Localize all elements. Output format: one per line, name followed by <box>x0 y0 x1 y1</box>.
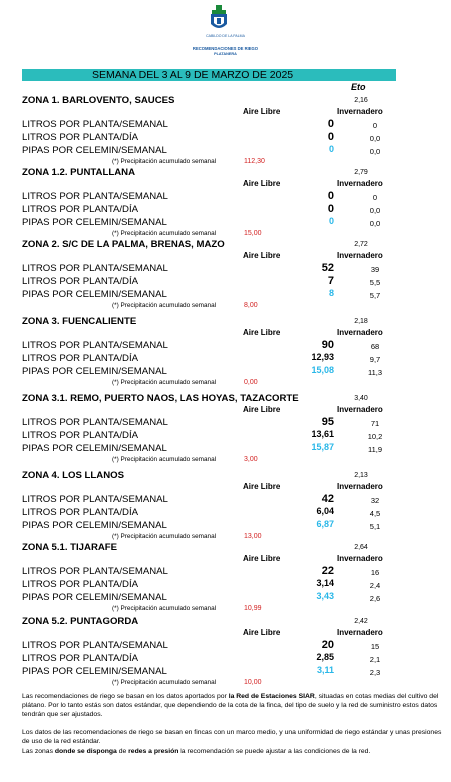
invernadero-value: 32 <box>370 496 380 505</box>
row-label: PIPAS POR CELEMIN/SEMANAL <box>22 366 167 377</box>
invernadero-value: 39 <box>370 265 380 274</box>
footer-text: Las recomendaciones de riego se basan en los datos aportados por <box>22 693 229 700</box>
column-header-invernadero: Invernadero <box>337 482 383 491</box>
aire-libre-value: 0 <box>327 118 334 130</box>
invernadero-value: 15 <box>370 642 380 651</box>
footer-emphasis: redes a presión <box>128 748 179 755</box>
column-header-invernadero: Invernadero <box>337 179 383 188</box>
cabildo-logo-icon <box>207 4 231 34</box>
invernadero-value: 0,0 <box>369 219 381 228</box>
footer-note-1 <box>22 692 442 719</box>
column-header-aire-libre: Aire Libre <box>243 405 281 414</box>
invernadero-value: 0,0 <box>369 206 381 215</box>
invernadero-value: 10,2 <box>367 432 383 441</box>
precipitation-value: 10,99 <box>244 605 262 612</box>
row-label: LITROS POR PLANTA/DÍA <box>22 204 139 215</box>
aire-libre-value: 0 <box>327 190 334 202</box>
precipitation-value: 3,00 <box>244 456 258 463</box>
invernadero-value: 5,7 <box>369 291 381 300</box>
zone-name: ZONA 2. S/C DE LA PALMA, BRENAS, MAZO <box>22 239 225 250</box>
footer-text: , situadas en cotas medias del cultivo del plátano. Por lo tanto estás son datos estándar, que dependiendo de la cota de la finca, del tipo de suelo y la red de suministro estos datos tendrán que ser ajustados. <box>22 693 439 718</box>
invernadero-value: 2,1 <box>369 655 381 664</box>
footer-text: la recomendación se puede ajustar a las condiciones de la red. <box>178 748 371 755</box>
row-label: LITROS POR PLANTA/SEMANAL <box>22 263 168 274</box>
aire-libre-value: 3,14 <box>316 578 334 588</box>
column-header-aire-libre: Aire Libre <box>243 554 281 563</box>
precipitation-value: 0,00 <box>244 379 258 386</box>
invernadero-value: 11,9 <box>367 445 383 454</box>
precipitation-label: (*) Precipitación acumulado semanal <box>112 230 217 237</box>
row-label: PIPAS POR CELEMIN/SEMANAL <box>22 443 167 454</box>
row-label: LITROS POR PLANTA/SEMANAL <box>22 119 168 130</box>
org-name: CABILDO DE LA PALMA <box>206 34 245 38</box>
precipitation-label: (*) Precipitación acumulado semanal <box>112 302 217 309</box>
aire-libre-value: 15,08 <box>311 365 334 375</box>
row-label: PIPAS POR CELEMIN/SEMANAL <box>22 520 167 531</box>
column-header-aire-libre: Aire Libre <box>243 628 281 637</box>
footer-text: Los datos de las recomendaciones de riego se basan en fincas con un marco medio, y una uniformidad de riego estándar y unas presiones de uso de la red estándar. <box>22 729 442 745</box>
row-label: LITROS POR PLANTA/SEMANAL <box>22 494 168 505</box>
zone-name: ZONA 5.1. TIJARAFE <box>22 542 118 553</box>
row-label: LITROS POR PLANTA/DÍA <box>22 507 139 518</box>
row-label: PIPAS POR CELEMIN/SEMANAL <box>22 217 167 228</box>
column-header-aire-libre: Aire Libre <box>243 482 281 491</box>
invernadero-value: 4,5 <box>369 509 381 518</box>
aire-libre-value: 12,93 <box>311 352 334 362</box>
aire-libre-value: 6,04 <box>316 506 334 516</box>
document-header <box>0 0 451 66</box>
zone-name: ZONA 5.2. PUNTAGORDA <box>22 616 139 627</box>
invernadero-value: 9,7 <box>369 355 381 364</box>
row-label: LITROS POR PLANTA/SEMANAL <box>22 417 168 428</box>
invernadero-value: 16 <box>370 568 380 577</box>
invernadero-value: 0 <box>372 121 378 130</box>
document-title: RECOMENDACIONES DE RIEGO <box>192 46 259 51</box>
aire-libre-value: 95 <box>321 416 334 428</box>
document-subtitle: PLATANERA <box>214 52 237 56</box>
footer-note-3 <box>22 747 442 756</box>
column-header-aire-libre: Aire Libre <box>243 251 281 260</box>
row-label: PIPAS POR CELEMIN/SEMANAL <box>22 289 167 300</box>
row-label: PIPAS POR CELEMIN/SEMANAL <box>22 666 167 677</box>
precipitation-label: (*) Precipitación acumulado semanal <box>112 533 217 540</box>
invernadero-value: 0,0 <box>369 147 381 156</box>
invernadero-value: 68 <box>370 342 380 351</box>
zone-eto: 3,40 <box>354 395 368 402</box>
aire-libre-value: 2,85 <box>316 652 334 662</box>
column-header-invernadero: Invernadero <box>337 107 383 116</box>
aire-libre-value: 90 <box>321 339 334 351</box>
zone-name: ZONA 1.2. PUNTALLANA <box>22 167 135 178</box>
invernadero-value: 0,0 <box>369 134 381 143</box>
aire-libre-value: 42 <box>321 493 334 505</box>
footer-note-2 <box>22 728 442 746</box>
footer-emphasis: donde se disponga <box>54 748 117 755</box>
zone-eto: 2,18 <box>354 318 368 325</box>
week-banner <box>22 69 396 81</box>
zone-eto: 2,42 <box>354 618 368 625</box>
row-label: LITROS POR PLANTA/SEMANAL <box>22 340 168 351</box>
aire-libre-value: 52 <box>321 262 334 274</box>
invernadero-value: 2,6 <box>369 594 381 603</box>
zone-eto: 2,72 <box>354 241 368 248</box>
precipitation-value: 13,00 <box>244 533 262 540</box>
zone-eto: 2,13 <box>354 472 368 479</box>
row-label: LITROS POR PLANTA/DÍA <box>22 276 139 287</box>
zone-name: ZONA 3.1. REMO, PUERTO NAOS, LAS HOYAS, TAZACORTE <box>22 393 299 404</box>
invernadero-value: 0 <box>372 193 378 202</box>
footer-emphasis: la Red de Estaciones SIAR <box>228 693 315 700</box>
eto-header: Eto <box>351 82 366 92</box>
invernadero-value: 11,3 <box>367 368 383 377</box>
aire-libre-value: 0 <box>327 203 334 215</box>
column-header-invernadero: Invernadero <box>337 628 383 637</box>
row-label: LITROS POR PLANTA/DÍA <box>22 430 139 441</box>
column-header-aire-libre: Aire Libre <box>243 179 281 188</box>
row-label: LITROS POR PLANTA/SEMANAL <box>22 640 168 651</box>
row-label: PIPAS POR CELEMIN/SEMANAL <box>22 145 167 156</box>
invernadero-value: 2,3 <box>369 668 381 677</box>
row-label: LITROS POR PLANTA/DÍA <box>22 579 139 590</box>
zone-name: ZONA 3. FUENCALIENTE <box>22 316 137 327</box>
precipitation-value: 8,00 <box>244 302 258 309</box>
aire-libre-value: 22 <box>321 565 334 577</box>
zone-name: ZONA 1. BARLOVENTO, SAUCES <box>22 95 175 106</box>
invernadero-value: 5,5 <box>369 278 381 287</box>
aire-libre-value: 20 <box>321 639 334 651</box>
zone-eto: 2,64 <box>354 544 368 551</box>
column-header-aire-libre: Aire Libre <box>243 328 281 337</box>
row-label: LITROS POR PLANTA/DÍA <box>22 653 139 664</box>
precipitation-label: (*) Precipitación acumulado semanal <box>112 605 217 612</box>
row-label: PIPAS POR CELEMIN/SEMANAL <box>22 592 167 603</box>
precipitation-label: (*) Precipitación acumulado semanal <box>112 379 217 386</box>
row-label: LITROS POR PLANTA/SEMANAL <box>22 566 168 577</box>
aire-libre-value: 0 <box>328 144 334 154</box>
aire-libre-value: 15,87 <box>311 442 334 452</box>
row-label: LITROS POR PLANTA/SEMANAL <box>22 191 168 202</box>
column-header-invernadero: Invernadero <box>337 328 383 337</box>
week-label: SEMANA DEL 3 AL 9 DE MARZO DE 2025 <box>92 69 294 81</box>
precipitation-label: (*) Precipitación acumulado semanal <box>112 158 217 165</box>
precipitation-value: 15,00 <box>244 230 262 237</box>
precipitation-label: (*) Precipitación acumulado semanal <box>112 679 217 686</box>
footer-text: de <box>116 748 129 755</box>
invernadero-value: 5,1 <box>369 522 381 531</box>
precipitation-label: (*) Precipitación acumulado semanal <box>112 456 217 463</box>
aire-libre-value: 0 <box>327 131 334 143</box>
aire-libre-value: 3,11 <box>316 665 334 675</box>
row-label: LITROS POR PLANTA/DÍA <box>22 132 139 143</box>
aire-libre-value: 13,61 <box>311 429 334 439</box>
aire-libre-value: 6,87 <box>316 519 334 529</box>
footer-text: Las zonas <box>22 748 55 755</box>
column-header-invernadero: Invernadero <box>337 251 383 260</box>
zone-eto: 2,79 <box>354 169 368 176</box>
zone-name: ZONA 4. LOS LLANOS <box>22 470 124 481</box>
aire-libre-value: 0 <box>328 216 334 226</box>
row-label: LITROS POR PLANTA/DÍA <box>22 353 139 364</box>
zone-eto: 2,16 <box>354 97 368 104</box>
precipitation-value: 10,00 <box>244 679 262 686</box>
aire-libre-value: 7 <box>327 275 334 287</box>
column-header-invernadero: Invernadero <box>337 554 383 563</box>
invernadero-value: 2,4 <box>369 581 381 590</box>
precipitation-value: 112,30 <box>244 158 265 165</box>
invernadero-value: 71 <box>370 419 380 428</box>
column-header-invernadero: Invernadero <box>337 405 383 414</box>
aire-libre-value: 3,43 <box>316 591 334 601</box>
column-header-aire-libre: Aire Libre <box>243 107 281 116</box>
aire-libre-value: 8 <box>328 288 334 298</box>
